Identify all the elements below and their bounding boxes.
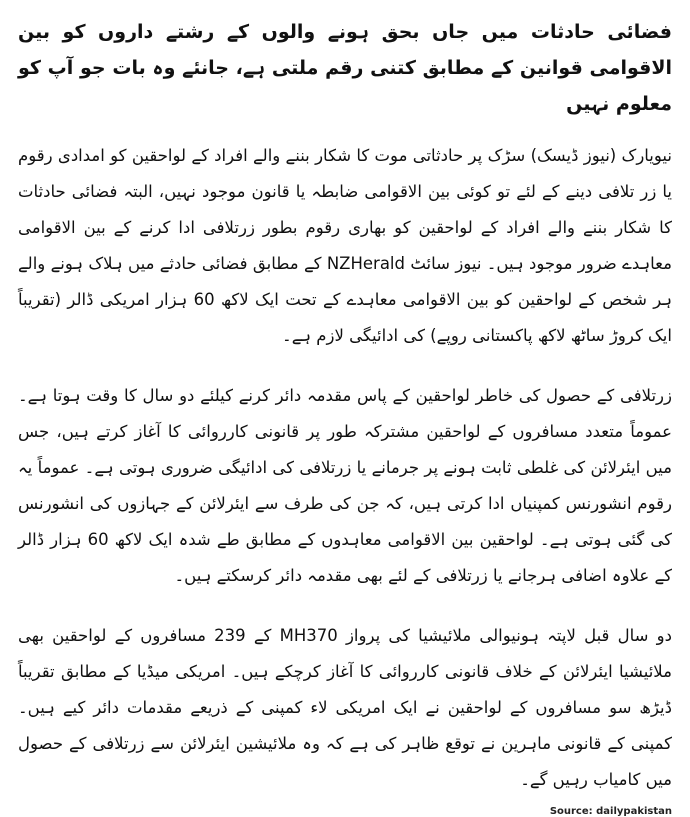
- article-headline: فضائی حادثات میں جاں بحق ہونے والوں کے رشتے داروں کو بین الاقوامی قوانین کے مطابق کتنی رقم ملتی ہے، جانئے وہ بات جو آپ کو معلوم نہیں: [18, 21, 672, 115]
- article-paragraph-2: زرتلافی کے حصول کی خاطر لواحقین کے پاس مقدمہ دائر کرنے کیلئے دو سال کا وقت ہوتا ہے۔ عموماً متعدد مسافروں کے لواحقین مشترکہ طور پر قانونی کارروائی کا آغاز کرتے ہیں، جس میں ایئرلائن کی غلطی ثابت ہونے پر جرمانے یا زرتلافی کی ادائیگی ضروری ہوتی ہے۔ عموماً یہ رقوم انشورنس کمپنیاں ادا کرتی ہیں، کہ جن کی طرف سے ایئرلائن کے جہازوں کی انشورنس کی گئی ہوتی ہے۔ لواحقین بین الاقوامی معاہدوں کے مطابق طے شدہ ایک لاکھ 60 ہزار ڈالر کے علاوہ اضافی ہرجانے یا زرتلافی کے لئے بھی مقدمہ دائر کرسکتے ہیں۔: [18, 386, 672, 585]
- article-body: [18, 14, 672, 798]
- article-paragraph-3: دو سال قبل لاپتہ ہونیوالی ملائیشیا کی پرواز MH370 کے 239 مسافروں کے لواحقین بھی ملائیشیا ایئرلائن کے خلاف قانونی کارروائی کا آغاز کرچکے ہیں۔ امریکی میڈیا کے مطابق تقریباً ڈیڑھ سو مسافروں کے لواحقین نے ایک امریکی لاء کمپنی کے ذریعے مقدمات دائر کیے ہیں۔ کمپنی کے قانونی ماہرین نے توقع ظاہر کی ہے کہ وہ ملائیشین ایئرلائن سے زرتلافی کے حصول میں کامیاب رہیں گے۔: [18, 626, 672, 789]
- article-source: Source: dailypakistan: [549, 806, 672, 817]
- article-paragraph-1: نیویارک (نیوز ڈیسک) سڑک پر حادثاتی موت کا شکار بننے والے افراد کے لواحقین کو امدادی رقوم یا زر تلافی دینے کے لئے تو کوئی بین الاقوامی ضابطہ یا قانون موجود نہیں، البتہ فضائی حادثات کا شکار بننے والے افراد کے لواحقین کو بھاری رقوم بطور زرتلافی ادا کرنے کے بین الاقوامی معاہدے ضرور موجود ہیں۔ نیوز سائٹ NZHerald کے مطابق فضائی حادثے میں ہلاک ہونے والے ہر شخص کے لواحقین کو بین الاقوامی معاہدے کے تحت ایک لاکھ 60 ہزار امریکی ڈالر (تقریباً ایک کروڑ ساٹھ لاکھ پاکستانی روپے) کی ادائیگی لازم ہے۔: [18, 146, 672, 345]
